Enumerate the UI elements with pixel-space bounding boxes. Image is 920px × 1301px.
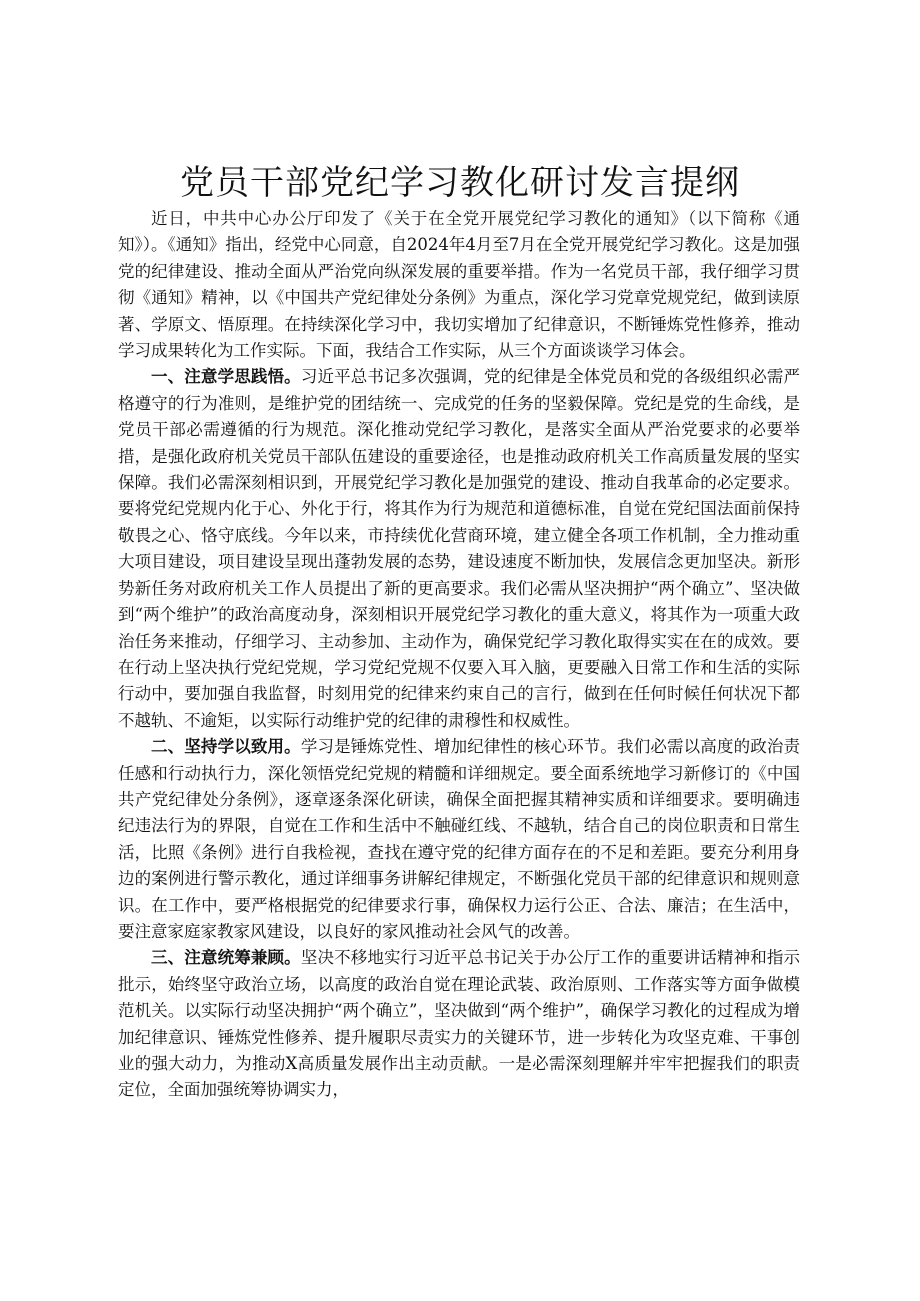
- section-paragraph-3: [118, 945, 800, 1103]
- paragraph-text: 习近平总书记多次强调，党的纪律是全体党员和党的各级组织必需严格遵守的行为准则，是维护党的团结统一、完成党的任务的坚毅保障。党纪是党的生命线，是党员干部必需遵循的行为规范。深化推动党纪学习教化，是落实全面从严治党要求的必要举措，是强化政府机关党员干部队伍建设的重要途径，也是推动政府机关工作高质量发展的坚实保障。我们必需深刻相识到，开展党纪学习教化是加强党的建设、推动自我革命的必定要求。要将党纪党规内化于心、外化于行，将其作为行为规范和道德标准，自觉在党纪国法面前保持敬畏之心、恪守底线。今年以来，市持续优化营商环境，建立健全各项工作机制，全力推动重大项目建设，项目建设呈现出蓬勃发展的态势，建设速度不断加快，发展信念更加坚决。新形势新任务对政府机关工作人员提出了新的更高要求。我们必需从坚决拥护“两个确立”、坚决做到“两个维护”的政治高度动身，深刻相识开展党纪学习教化的重大意义，将其作为一项重大政治任务来推动，仔细学习、主动参加、主动作为，确保党纪学习教化取得实实在在的成效。要在行动上坚决执行党纪党规，学习党纪党规不仅要入耳入脑，更要融入日常工作和生活的实际行动中，要加强自我监督，时刻用党的纪律来约束自己的言行，做到在任何时候任何状况下都不越轨、不逾矩，以实际行动维护党的纪律的肃穆性和权威性。: [118, 367, 801, 730]
- section-paragraph-1: [118, 364, 800, 734]
- section-heading-1: 一、注意学思践悟。: [151, 367, 301, 387]
- document-title: 党员干部党纪学习教化研讨发言提纲: [180, 163, 740, 203]
- paragraph-text: 学习是锤炼党性、增加纪律性的核心环节。我们必需以高度的政治责任感和行动执行力，深化领悟党纪党规的精髓和详细规定。要全面系统地学习新修订的《中国共产党纪律处分条例》，逐章逐条深化研读，确保全面把握其精神实质和详细要求。要明确违纪违法行为的界限，自觉在工作和生活中不触碰红线、不越轨，结合自己的岗位职责和日常生活，比照《条例》进行自我检视，查找在遵守党的纪律方面存在的不足和差距。要充分利用身边的案例进行警示教化，通过详细事务讲解纪律规定，不断强化党员干部的纪律意识和规则意识。在工作中，要严格根据党的纪律要求行事，确保权力运行公正、合法、廉洁；在生活中，要注意家庭家教家风建设，以良好的家风推动社会风气的改善。: [118, 737, 801, 941]
- paragraph-text: 坚决不移地实行习近平总书记关于办公厅工作的重要讲话精神和指示批示，始终坚守政治立场，以高度的政治自觉在理论武装、政治原则、工作落实等方面争做模范机关。以实际行动坚决拥护“两个确立”，坚决做到“两个维护”，确保学习教化的过程成为增加纪律意识、锤炼党性修养、提升履职尽责实力的关键环节，进一步转化为攻坚克难、干事创业的强大动力，为推动X高质量发展作出主动贡献。一是必需深刻理解并牢牢把握我们的职责定位，全面加强统筹协调实力，: [118, 948, 801, 1100]
- section-paragraph-2: [118, 734, 800, 945]
- intro-paragraph: [118, 206, 800, 364]
- document-body: [118, 206, 800, 1104]
- paragraph-text: 近日，中共中心办公厅印发了《关于在全党开展党纪学习教化的通知》（以下简称《通知》）。《通知》指出，经党中心同意，自2024年4月至7月在全党开展党纪学习教化。这是加强党的纪律建设、推动全面从严治党向纵深发展的重要举措。作为一名党员干部，我仔细学习贯彻《通知》精神，以《中国共产党纪律处分条例》为重点，深化学习党章党规党纪，做到读原著、学原文、悟原理。在持续深化学习中，我切实增加了纪律意识，不断锤炼党性修养，推动学习成果转化为工作实际。下面，我结合工作实际，从三个方面谈谈学习体会。: [118, 209, 800, 361]
- section-heading-2: 二、坚持学以致用。: [151, 737, 301, 757]
- section-heading-3: 三、注意统筹兼顾。: [151, 948, 301, 968]
